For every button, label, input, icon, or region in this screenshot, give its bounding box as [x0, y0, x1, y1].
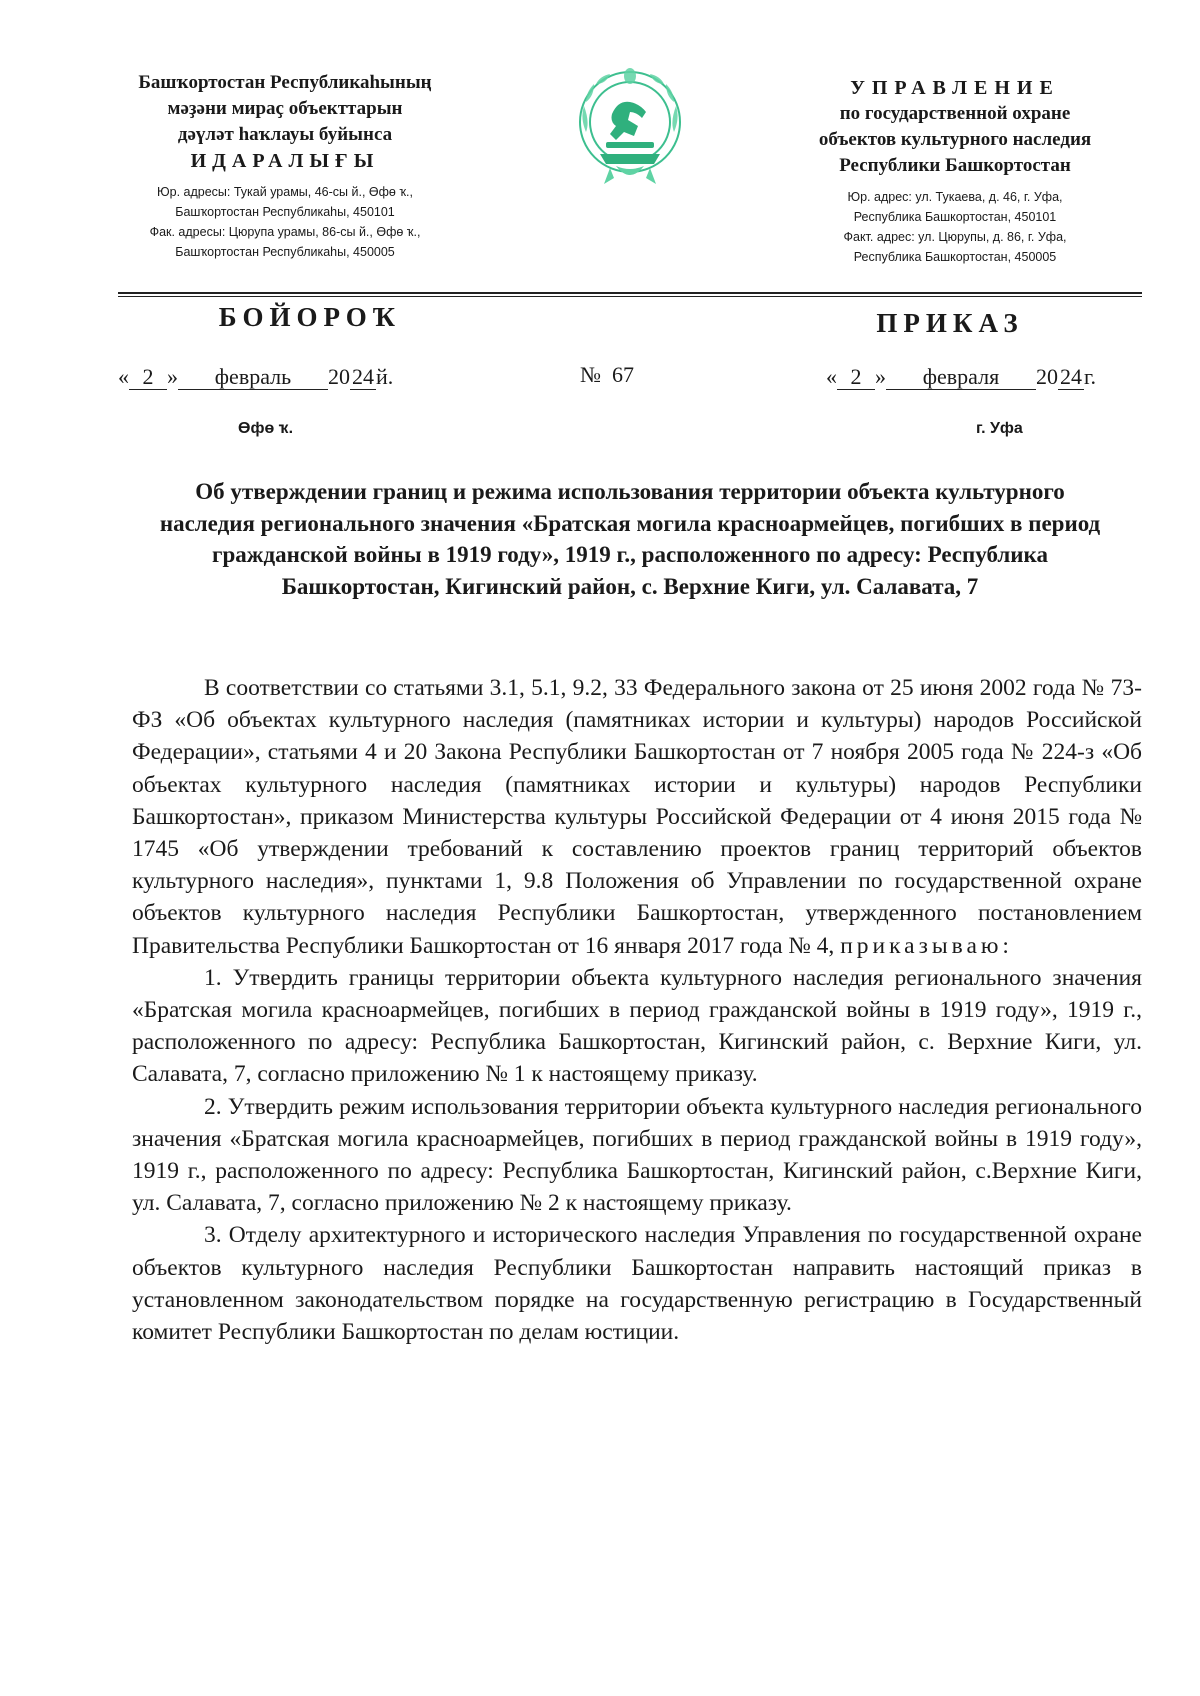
address-block: [780, 187, 1130, 267]
address-line: Республика Башкортостан, 450005: [853, 250, 1057, 264]
quote-close: »: [167, 364, 178, 389]
address-line: Факт. адрес: ул. Цюрупы, д. 86, г. Уфа,: [843, 230, 1067, 244]
address-line: Юр. адрес: ул. Тукаева, д. 46, г. Уфа,: [847, 190, 1063, 204]
org-name-caps: ИДАРАЛЫҒЫ: [190, 150, 380, 172]
date-day: 2: [837, 365, 875, 390]
number-sign: №: [580, 362, 601, 387]
org-name-line: мәҙәни мираҫ объекттарын: [167, 98, 403, 119]
quote-close: »: [875, 364, 886, 389]
header-right-block: [780, 75, 1130, 267]
quote-open: «: [118, 364, 129, 389]
address-block: [100, 182, 470, 262]
preamble-text: В соответствии со статьями 3.1, 5.1, 9.2, 33 Федерального закона от 25 июня 2002 года № 73-ФЗ «Об объектах культурного наследия (памятниках истории и культуры) народов Российской Федерации», статьями 4 и 20 Закона Республики Башкортостан от 7 ноября 2005 года № 224-з «Об объектах культурного наследия (памятниках истории и культуры) народов Республики Башкортостан», приказом Министерства культуры Российской Федерации от 4 июня 2015 года № 1745 «Об утверждении требований к составлению проектов границ территорий объектов культурного наследия», пунктами 1, 9.8 Положения об Управлении по государственной охране объектов культурного наследия Республики Башкортостан, утвержденного постановлением Правительства Республики Башкортостан от 16 января 2017 года № 4,: [132, 675, 1142, 959]
date-year-suffix: 24: [352, 364, 374, 389]
date-year-suffix: 24: [1060, 364, 1082, 389]
org-name-line: по государственной охране: [839, 103, 1071, 124]
header-divider: [118, 296, 1142, 297]
org-name-line: объектов культурного наследия: [818, 129, 1092, 150]
date-year-prefix: 20: [1036, 364, 1058, 389]
quote-open: «: [826, 364, 837, 389]
date-month: февраля: [886, 365, 1036, 390]
document-title: Об утверждении границ и режима использования территории объекта культурного наследия регионального значения «Братская могила красноармейцев, погибших в период гражданской войны в 1919 году», 1919 г., расположенного по адресу: Республика Башкортостан, Кигинский район, с. Верхние Киги, ул. Салавата, 7: [159, 479, 1101, 599]
address-line: Башҡортостан Республикаһы, 450005: [175, 245, 395, 259]
header-left-block: [100, 70, 470, 262]
bashkortostan-coat-of-arms-icon: [570, 62, 690, 192]
city-bashkir: Өфө ҡ.: [238, 420, 294, 437]
address-line: Юр. адресы: Тукай урамы, 46-сы й., Өфө ҡ.,: [157, 185, 413, 199]
org-name-caps: УПРАВЛЕНИЕ: [850, 77, 1060, 99]
address-line: Фак. адресы: Цюрупа урамы, 86-сы й., Өфө ҡ.,: [149, 225, 421, 239]
city-russian: г. Уфа: [976, 420, 1023, 437]
org-name-line: Республики Башкортостан: [839, 155, 1071, 176]
address-line: Башҡортостан Республикаһы, 450101: [175, 205, 395, 219]
header-divider: [118, 292, 1142, 294]
date-year-prefix: 20: [328, 364, 350, 389]
number-value: 67: [612, 362, 634, 387]
preamble-paragraph: [132, 672, 1142, 962]
date-year-tail: г.: [1084, 364, 1097, 389]
address-line: Республика Башкортостан, 450101: [853, 210, 1057, 224]
date-day: 2: [129, 365, 167, 390]
doc-type-bashkir: БОЙОРОҠ: [218, 302, 402, 332]
order-item-1: 1. Утвердить границы территории объекта культурного наследия регионального значения «Братская могила красноармейцев, погибших в период гражданской войны в 1919 году», 1919 г., расположенного по адресу: Республика Башкортостан, Кигинский район, с. Верхние Киги, ул. Салавата, 7, согласно приложению № 1 к настоящему приказу.: [132, 964, 1142, 1088]
doc-type-russian: ПРИКАЗ: [876, 308, 1024, 338]
order-item-3: 3. Отделу архитектурного и исторического наследия Управления по государственной охране объектов культурного наследия Республики Башкортостан направить настоящий приказ в установленном законодательством порядке на государственную регистрацию в Государственный комитет Республики Башкортостан по делам юстиции.: [132, 1222, 1142, 1346]
order-number: [580, 362, 634, 388]
document-body: [132, 672, 1142, 1348]
org-name-line: дәүләт һаҡлауы буйынса: [177, 124, 393, 145]
date-year-tail: й.: [376, 364, 394, 389]
order-item-2: 2. Утвердить режим использования территории объекта культурного наследия регионального значения «Братская могила красноармейцев, погибших в период гражданской войны в 1919 году», 1919 г., расположенного по адресу: Республика Башкортостан, Кигинский район, с.Верхние Киги, ул. Салавата, 7, согласно приложению № 2 к настоящему приказу.: [132, 1093, 1142, 1217]
date-month: февраль: [178, 365, 328, 390]
date-bashkir: [118, 362, 393, 392]
order-word: приказываю:: [840, 932, 1013, 959]
date-russian: [826, 362, 1096, 392]
org-name-line: Башҡортостан Республикаһының: [138, 72, 432, 93]
